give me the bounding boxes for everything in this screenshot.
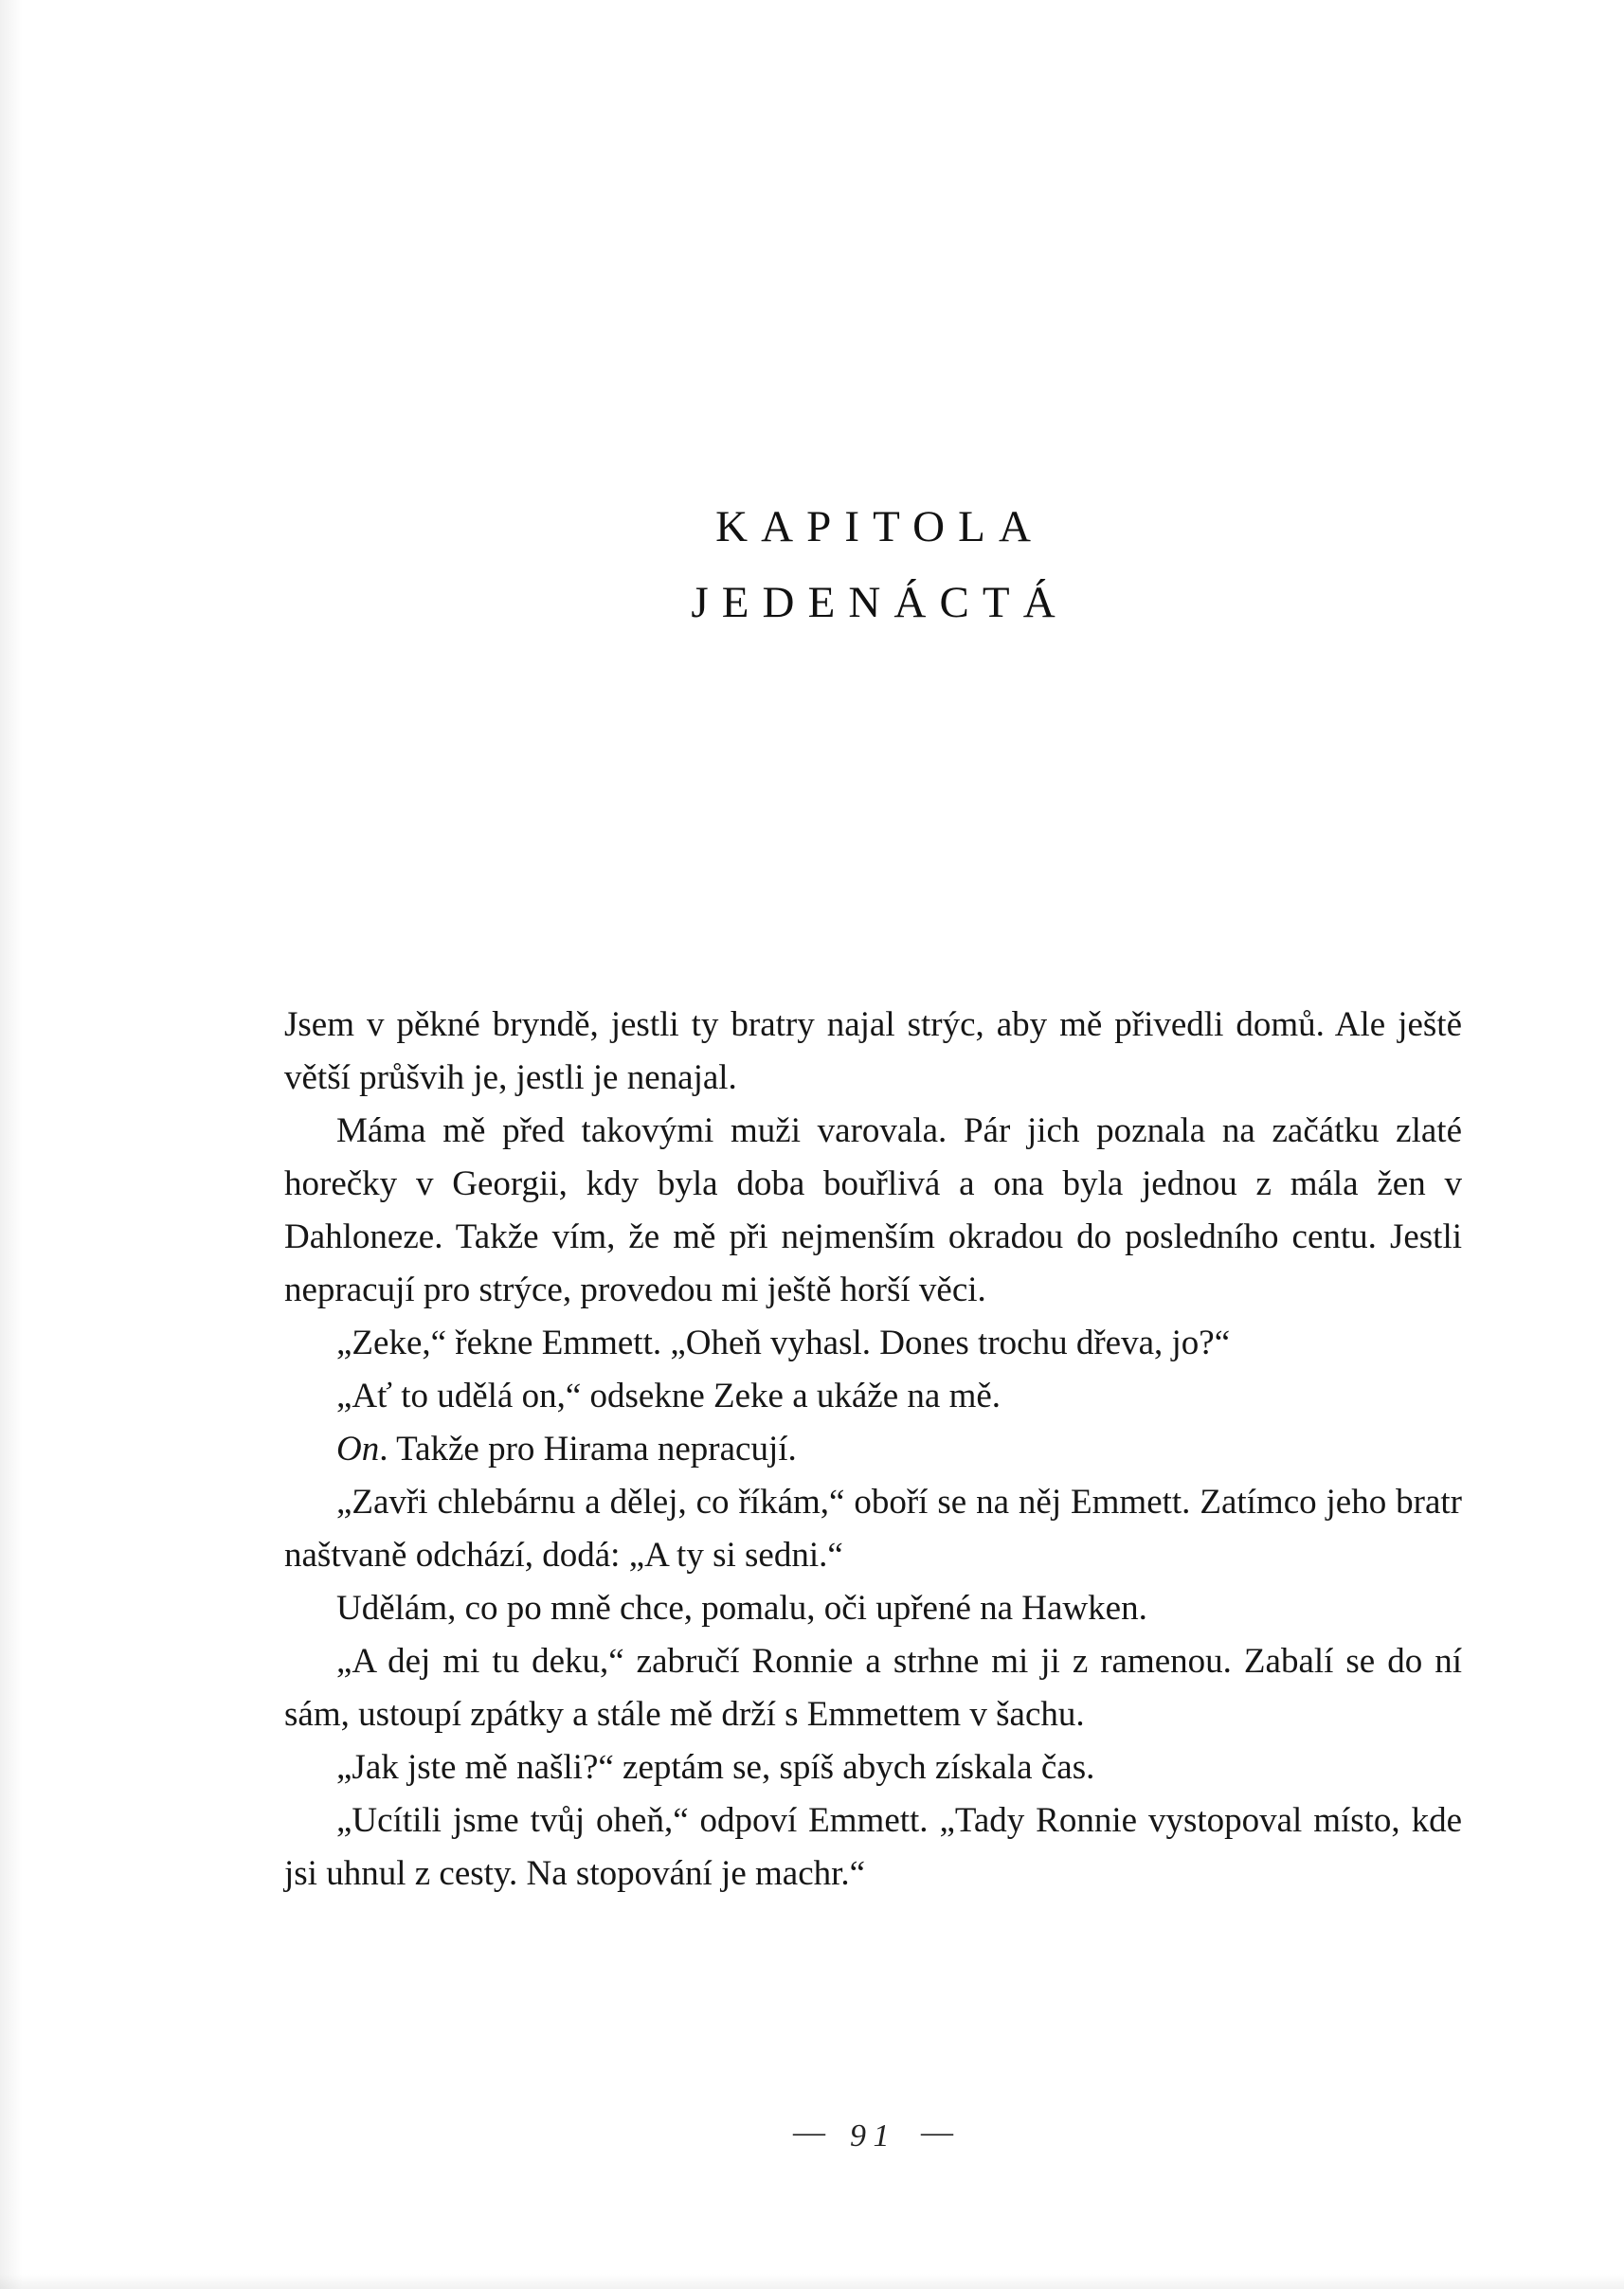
body-text xyxy=(284,999,1462,1901)
italic-text: On xyxy=(336,1430,380,1469)
footer-left-dash: — xyxy=(793,2115,826,2150)
page-edge-shadow-left xyxy=(0,0,23,2289)
text-segment: . Takže pro Hirama nepracují. xyxy=(379,1430,797,1469)
text-segment: „Zeke,“ řekne Emmett. „Oheň vyhasl. Dones trochu dřeva, jo?“ xyxy=(336,1324,1231,1362)
text-segment: „Ať to udělá on,“ odsekne Zeke a ukáže na mě. xyxy=(336,1377,1001,1415)
page-footer xyxy=(284,2115,1462,2154)
chapter-title-line2: JEDENÁCTÁ xyxy=(691,578,1069,627)
chapter-title-line1: KAPITOLA xyxy=(715,502,1045,551)
footer-right-dash: — xyxy=(920,2115,953,2150)
text-segment: „A dej mi tu deku,“ zabručí Ronnie a strhne mi ji z ramenou. Zabalí se do ní sám, ustoupí zpátky a stále mě drží s Emmettem v šachu. xyxy=(284,1642,1462,1734)
paragraph xyxy=(284,1370,1462,1423)
paragraph xyxy=(284,1423,1462,1476)
paragraph xyxy=(284,1476,1462,1582)
paragraph xyxy=(284,1582,1462,1635)
text-segment: „Zavři chlebárnu a dělej, co říkám,“ oboří se na něj Emmett. Zatímco jeho bratr naštvaně odchází, dodá: „A ty si sedni.“ xyxy=(284,1483,1462,1575)
text-segment: „Ucítili jsme tvůj oheň,“ odpoví Emmett. „Tady Ronnie vystopoval místo, kde jsi uhnul z cesty. Na stopování je machr.“ xyxy=(284,1801,1462,1893)
chapter-title xyxy=(284,489,1462,640)
paragraph xyxy=(284,1794,1462,1901)
text-segment: Jsem v pěkné bryndě, jestli ty bratry najal strýc, aby mě přivedli domů. Ale ještě větší průšvih je, jestli je nenajal. xyxy=(284,1005,1462,1097)
paragraph xyxy=(284,999,1462,1105)
text-segment: „Jak jste mě našli?“ zeptám se, spíš abych získala čas. xyxy=(336,1748,1095,1787)
paragraph xyxy=(284,1741,1462,1794)
page-edge-shadow-bottom xyxy=(0,2274,1624,2289)
paragraph xyxy=(284,1635,1462,1741)
text-segment: Máma mě před takovými muži varovala. Pár jich poznala na začátku zlaté horečky v Georgii, kdy byla doba bouřlivá a ona byla jednou z mála žen v Dahloneze. Takže vím, že mě při nejmenším okradou do posledního centu. Jestli nepracují pro strýce, provedou mi ještě horší věci. xyxy=(284,1111,1462,1309)
text-segment: Udělám, co po mně chce, pomalu, oči upřené na Hawken. xyxy=(336,1589,1147,1628)
page-number: 91 xyxy=(850,2118,896,2154)
paragraph xyxy=(284,1317,1462,1370)
paragraph xyxy=(284,1105,1462,1317)
